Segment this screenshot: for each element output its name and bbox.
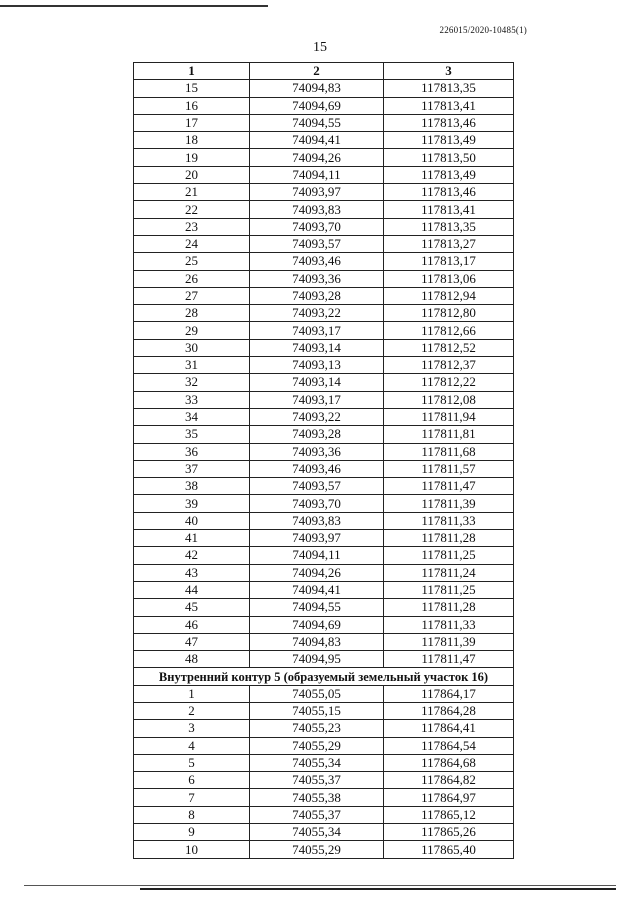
coordinates-table [133,62,514,859]
x-coordinate-cell: 74093,17 [250,391,384,408]
point-number-cell: 33 [134,391,250,408]
x-coordinate-cell: 74093,17 [250,322,384,339]
y-coordinate-cell: 117864,17 [384,685,514,702]
table-row [134,235,514,252]
x-coordinate-cell: 74093,57 [250,478,384,495]
point-number-cell: 43 [134,564,250,581]
table-row [134,426,514,443]
x-coordinate-cell: 74093,22 [250,305,384,322]
point-number-cell: 32 [134,374,250,391]
point-number-cell: 23 [134,218,250,235]
bottom-rule-line-thick [140,888,616,890]
point-number-cell: 25 [134,253,250,270]
table-row [134,841,514,858]
table-row [134,253,514,270]
x-coordinate-cell: 74093,57 [250,235,384,252]
y-coordinate-cell: 117812,66 [384,322,514,339]
table-row [134,495,514,512]
y-coordinate-cell: 117812,22 [384,374,514,391]
point-number-cell: 37 [134,460,250,477]
point-number-cell: 34 [134,408,250,425]
table-row [134,702,514,719]
x-coordinate-cell: 74093,28 [250,426,384,443]
table-row [134,651,514,668]
x-coordinate-cell: 74093,46 [250,253,384,270]
table-row [134,218,514,235]
y-coordinate-cell: 117812,80 [384,305,514,322]
y-coordinate-cell: 117864,68 [384,754,514,771]
section-title: Внутренний контур 5 (образуемый земельный участок 16) [134,668,514,685]
table-body-part2 [134,685,514,858]
y-coordinate-cell: 117813,35 [384,80,514,97]
point-number-cell: 7 [134,789,250,806]
header-row [134,63,514,80]
point-number-cell: 27 [134,287,250,304]
y-coordinate-cell: 117811,28 [384,599,514,616]
table-row [134,824,514,841]
y-coordinate-cell: 117813,35 [384,218,514,235]
point-number-cell: 35 [134,426,250,443]
x-coordinate-cell: 74093,70 [250,218,384,235]
point-number-cell: 42 [134,547,250,564]
bottom-rule-line [24,885,616,886]
x-coordinate-cell: 74093,14 [250,374,384,391]
table-row [134,599,514,616]
table-row [134,287,514,304]
x-coordinate-cell: 74093,13 [250,357,384,374]
point-number-cell: 39 [134,495,250,512]
y-coordinate-cell: 117811,25 [384,581,514,598]
table-row [134,305,514,322]
table-row [134,754,514,771]
x-coordinate-cell: 74094,55 [250,599,384,616]
y-coordinate-cell: 117813,49 [384,166,514,183]
table-row [134,460,514,477]
y-coordinate-cell: 117812,08 [384,391,514,408]
y-coordinate-cell: 117811,39 [384,633,514,650]
table-row [134,720,514,737]
point-number-cell: 22 [134,201,250,218]
column-header-1: 1 [134,63,250,80]
table-row [134,374,514,391]
table-row [134,512,514,529]
document-id: 226015/2020-10485(1) [439,25,527,35]
point-number-cell: 20 [134,166,250,183]
y-coordinate-cell: 117813,06 [384,270,514,287]
point-number-cell: 18 [134,132,250,149]
table-row [134,772,514,789]
table-row [134,80,514,97]
table-row [134,789,514,806]
point-number-cell: 2 [134,702,250,719]
y-coordinate-cell: 117811,24 [384,564,514,581]
table-row [134,132,514,149]
y-coordinate-cell: 117811,81 [384,426,514,443]
x-coordinate-cell: 74094,69 [250,616,384,633]
x-coordinate-cell: 74055,29 [250,737,384,754]
table-row [134,322,514,339]
table-row [134,408,514,425]
point-number-cell: 36 [134,443,250,460]
page-number: 15 [313,40,327,55]
y-coordinate-cell: 117864,82 [384,772,514,789]
x-coordinate-cell: 74093,70 [250,495,384,512]
top-rule-line [0,5,268,7]
table-row [134,166,514,183]
table-row [134,530,514,547]
y-coordinate-cell: 117811,47 [384,651,514,668]
x-coordinate-cell: 74055,37 [250,806,384,823]
point-number-cell: 46 [134,616,250,633]
point-number-cell: 1 [134,685,250,702]
x-coordinate-cell: 74055,29 [250,841,384,858]
point-number-cell: 15 [134,80,250,97]
x-coordinate-cell: 74093,14 [250,339,384,356]
y-coordinate-cell: 117865,40 [384,841,514,858]
x-coordinate-cell: 74093,36 [250,443,384,460]
x-coordinate-cell: 74094,41 [250,581,384,598]
y-coordinate-cell: 117811,68 [384,443,514,460]
y-coordinate-cell: 117865,12 [384,806,514,823]
table-row [134,357,514,374]
table-row [134,270,514,287]
y-coordinate-cell: 117812,94 [384,287,514,304]
x-coordinate-cell: 74055,15 [250,702,384,719]
y-coordinate-cell: 117813,49 [384,132,514,149]
y-coordinate-cell: 117813,27 [384,235,514,252]
table-row [134,685,514,702]
y-coordinate-cell: 117811,94 [384,408,514,425]
x-coordinate-cell: 74093,97 [250,184,384,201]
y-coordinate-cell: 117864,97 [384,789,514,806]
point-number-cell: 9 [134,824,250,841]
y-coordinate-cell: 117813,46 [384,114,514,131]
x-coordinate-cell: 74093,22 [250,408,384,425]
table-row [134,616,514,633]
x-coordinate-cell: 74093,28 [250,287,384,304]
x-coordinate-cell: 74093,36 [250,270,384,287]
point-number-cell: 38 [134,478,250,495]
point-number-cell: 31 [134,357,250,374]
x-coordinate-cell: 74094,95 [250,651,384,668]
column-header-2: 2 [250,63,384,80]
x-coordinate-cell: 74055,38 [250,789,384,806]
table-row [134,547,514,564]
point-number-cell: 3 [134,720,250,737]
x-coordinate-cell: 74055,34 [250,824,384,841]
y-coordinate-cell: 117813,17 [384,253,514,270]
x-coordinate-cell: 74094,83 [250,80,384,97]
y-coordinate-cell: 117864,41 [384,720,514,737]
table-row [134,391,514,408]
table-row [134,184,514,201]
y-coordinate-cell: 117813,41 [384,97,514,114]
table-row [134,97,514,114]
x-coordinate-cell: 74093,83 [250,512,384,529]
point-number-cell: 29 [134,322,250,339]
y-coordinate-cell: 117813,41 [384,201,514,218]
point-number-cell: 6 [134,772,250,789]
column-header-3: 3 [384,63,514,80]
point-number-cell: 47 [134,633,250,650]
x-coordinate-cell: 74094,11 [250,166,384,183]
point-number-cell: 19 [134,149,250,166]
point-number-cell: 28 [134,305,250,322]
point-number-cell: 17 [134,114,250,131]
table-row [134,478,514,495]
y-coordinate-cell: 117811,28 [384,530,514,547]
y-coordinate-cell: 117811,47 [384,478,514,495]
table-row [134,633,514,650]
table-row [134,201,514,218]
x-coordinate-cell: 74055,37 [250,772,384,789]
y-coordinate-cell: 117864,28 [384,702,514,719]
point-number-cell: 10 [134,841,250,858]
y-coordinate-cell: 117811,33 [384,512,514,529]
x-coordinate-cell: 74055,34 [250,754,384,771]
point-number-cell: 30 [134,339,250,356]
point-number-cell: 45 [134,599,250,616]
y-coordinate-cell: 117812,52 [384,339,514,356]
y-coordinate-cell: 117811,33 [384,616,514,633]
point-number-cell: 26 [134,270,250,287]
table-row [134,564,514,581]
table-row [134,581,514,598]
point-number-cell: 40 [134,512,250,529]
point-number-cell: 41 [134,530,250,547]
table-row [134,114,514,131]
point-number-cell: 48 [134,651,250,668]
x-coordinate-cell: 74094,26 [250,564,384,581]
table-row [134,339,514,356]
y-coordinate-cell: 117811,57 [384,460,514,477]
x-coordinate-cell: 74093,83 [250,201,384,218]
table-body-part1 [134,80,514,668]
point-number-cell: 4 [134,737,250,754]
point-number-cell: 8 [134,806,250,823]
table-row [134,737,514,754]
x-coordinate-cell: 74093,97 [250,530,384,547]
x-coordinate-cell: 74055,05 [250,685,384,702]
point-number-cell: 21 [134,184,250,201]
point-number-cell: 24 [134,235,250,252]
y-coordinate-cell: 117864,54 [384,737,514,754]
point-number-cell: 44 [134,581,250,598]
y-coordinate-cell: 117811,39 [384,495,514,512]
x-coordinate-cell: 74094,69 [250,97,384,114]
point-number-cell: 5 [134,754,250,771]
point-number-cell: 16 [134,97,250,114]
y-coordinate-cell: 117811,25 [384,547,514,564]
x-coordinate-cell: 74094,55 [250,114,384,131]
x-coordinate-cell: 74094,83 [250,633,384,650]
x-coordinate-cell: 74094,11 [250,547,384,564]
x-coordinate-cell: 74055,23 [250,720,384,737]
table-row [134,149,514,166]
table-row [134,443,514,460]
y-coordinate-cell: 117865,26 [384,824,514,841]
x-coordinate-cell: 74094,26 [250,149,384,166]
table-row [134,806,514,823]
x-coordinate-cell: 74093,46 [250,460,384,477]
y-coordinate-cell: 117813,50 [384,149,514,166]
x-coordinate-cell: 74094,41 [250,132,384,149]
section-row [134,668,514,685]
y-coordinate-cell: 117813,46 [384,184,514,201]
y-coordinate-cell: 117812,37 [384,357,514,374]
